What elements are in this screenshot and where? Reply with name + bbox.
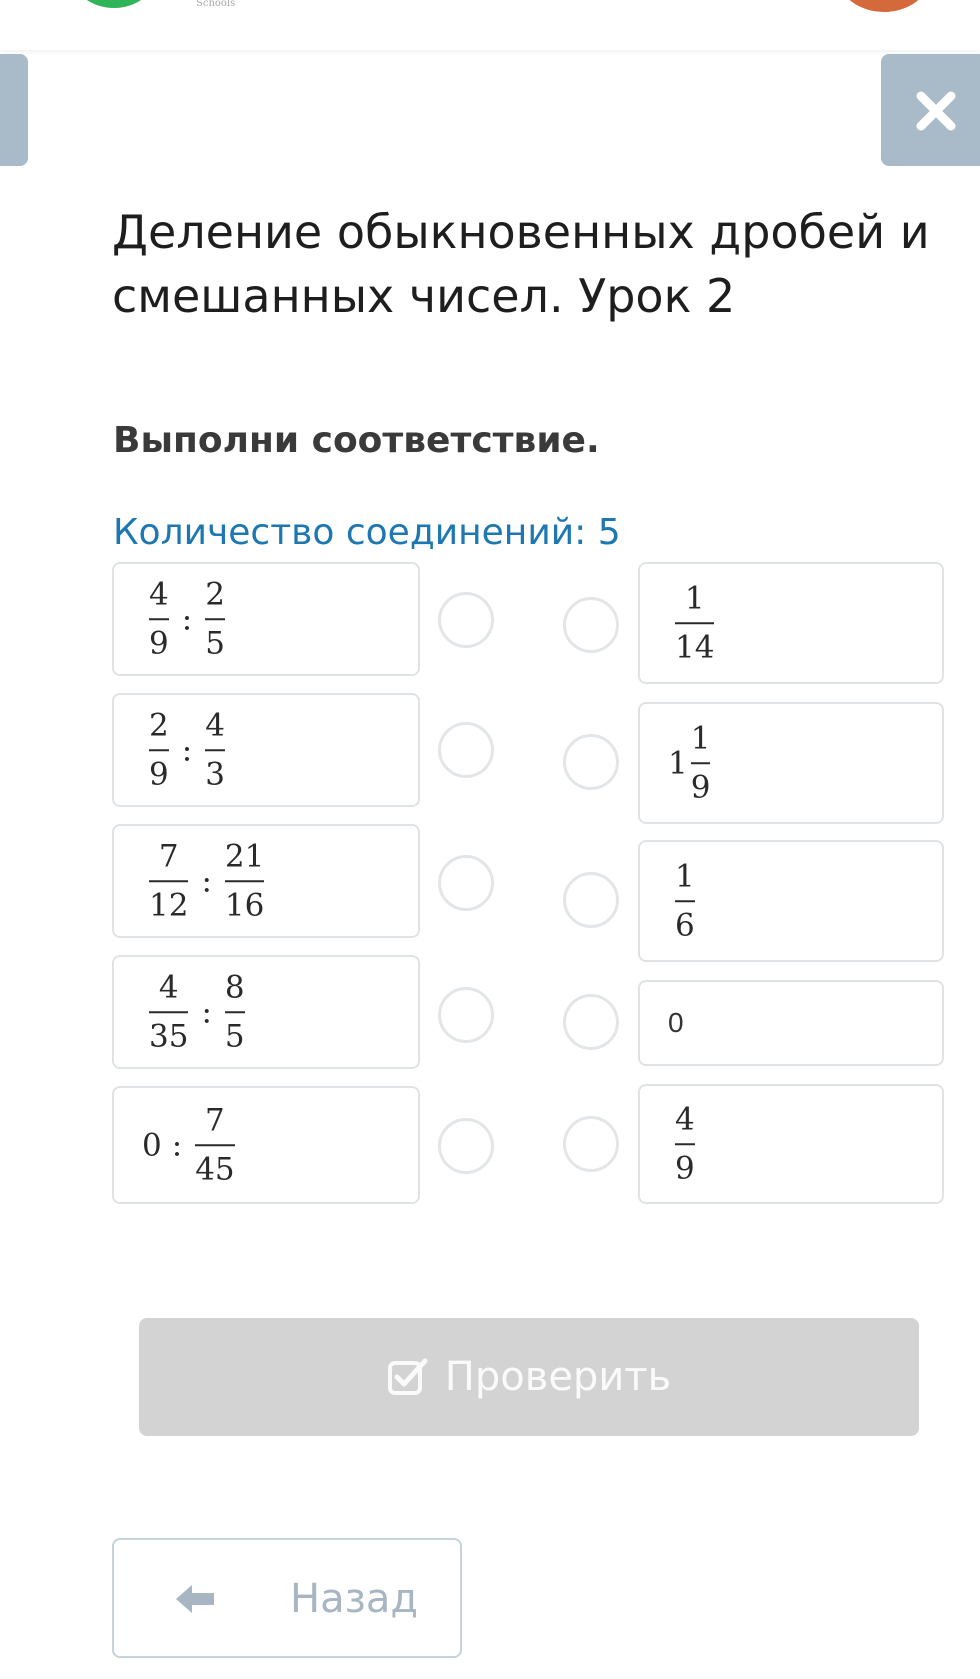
right-item-2[interactable] <box>638 702 944 824</box>
logo-caption: Schools <box>196 0 236 9</box>
fraction: $\frac{7}{12}$ <box>149 838 189 923</box>
fraction: $\frac{4}{9}$ <box>675 1101 695 1186</box>
division-sign: : <box>171 1127 183 1163</box>
right-connector-1[interactable] <box>563 597 619 653</box>
left-item-5[interactable] <box>112 1086 420 1204</box>
left-connector-2[interactable] <box>438 722 494 778</box>
right-item-4[interactable] <box>638 980 944 1066</box>
division-sign: : <box>181 601 193 637</box>
avatar[interactable] <box>838 0 930 12</box>
left-connector-1[interactable] <box>438 592 494 648</box>
answer-text: 0 <box>668 1007 684 1038</box>
fraction: $\frac{4}{35}$ <box>149 969 189 1054</box>
fraction: $\frac{4}{9}$ <box>149 576 169 661</box>
right-connector-5[interactable] <box>563 1116 619 1172</box>
left-item-3[interactable] <box>112 824 420 938</box>
fraction: $\frac{4}{3}$ <box>205 707 225 792</box>
connections-count: Количество соединений: 5 <box>113 512 621 553</box>
close-button[interactable] <box>881 54 980 166</box>
arrow-left-icon <box>174 1582 216 1616</box>
right-connector-4[interactable] <box>563 994 619 1050</box>
left-item-4[interactable] <box>112 955 420 1069</box>
page-title: Деление обыкновенных дробей и смешанных чисел. Урок 2 <box>112 205 930 323</box>
close-icon <box>915 90 957 132</box>
left-connector-5[interactable] <box>438 1118 494 1174</box>
fraction: $\frac{7}{45}$ <box>195 1102 235 1187</box>
check-button-label: Проверить <box>444 1354 672 1400</box>
top-bar <box>0 0 980 50</box>
checkbox-check-icon <box>387 1357 429 1397</box>
left-item-2[interactable] <box>112 693 420 807</box>
division-sign: : <box>181 732 193 768</box>
back-button-label: Назад <box>290 1576 419 1622</box>
whole-number: 0 <box>142 1127 162 1163</box>
whole-number: 1 <box>668 745 688 781</box>
fraction: $\frac{1}{14}$ <box>675 580 715 665</box>
left-item-1[interactable] <box>112 562 420 676</box>
right-item-5[interactable] <box>638 1084 944 1204</box>
division-sign: : <box>201 994 212 1030</box>
right-item-3[interactable] <box>638 840 944 962</box>
right-connector-3[interactable] <box>563 872 619 928</box>
fraction: $\frac{2}{5}$ <box>205 576 225 661</box>
fraction: $\frac{2}{9}$ <box>149 707 169 792</box>
side-panel-tab[interactable] <box>0 54 28 166</box>
fraction: $\frac{8}{5}$ <box>224 969 245 1054</box>
task-instruction: Выполни соответствие. <box>113 420 600 461</box>
fraction: $\frac{1}{6}$ <box>675 858 695 943</box>
check-button[interactable] <box>139 1318 919 1436</box>
fraction: $\frac{1}{9}$ <box>690 720 711 805</box>
back-button[interactable] <box>112 1538 462 1658</box>
left-connector-3[interactable] <box>438 855 494 911</box>
division-sign: : <box>201 863 212 899</box>
fraction: $\frac{21}{16}$ <box>224 838 265 923</box>
right-connector-2[interactable] <box>563 734 619 790</box>
left-connector-4[interactable] <box>438 987 494 1043</box>
logo <box>72 0 156 8</box>
right-item-1[interactable] <box>638 562 944 684</box>
